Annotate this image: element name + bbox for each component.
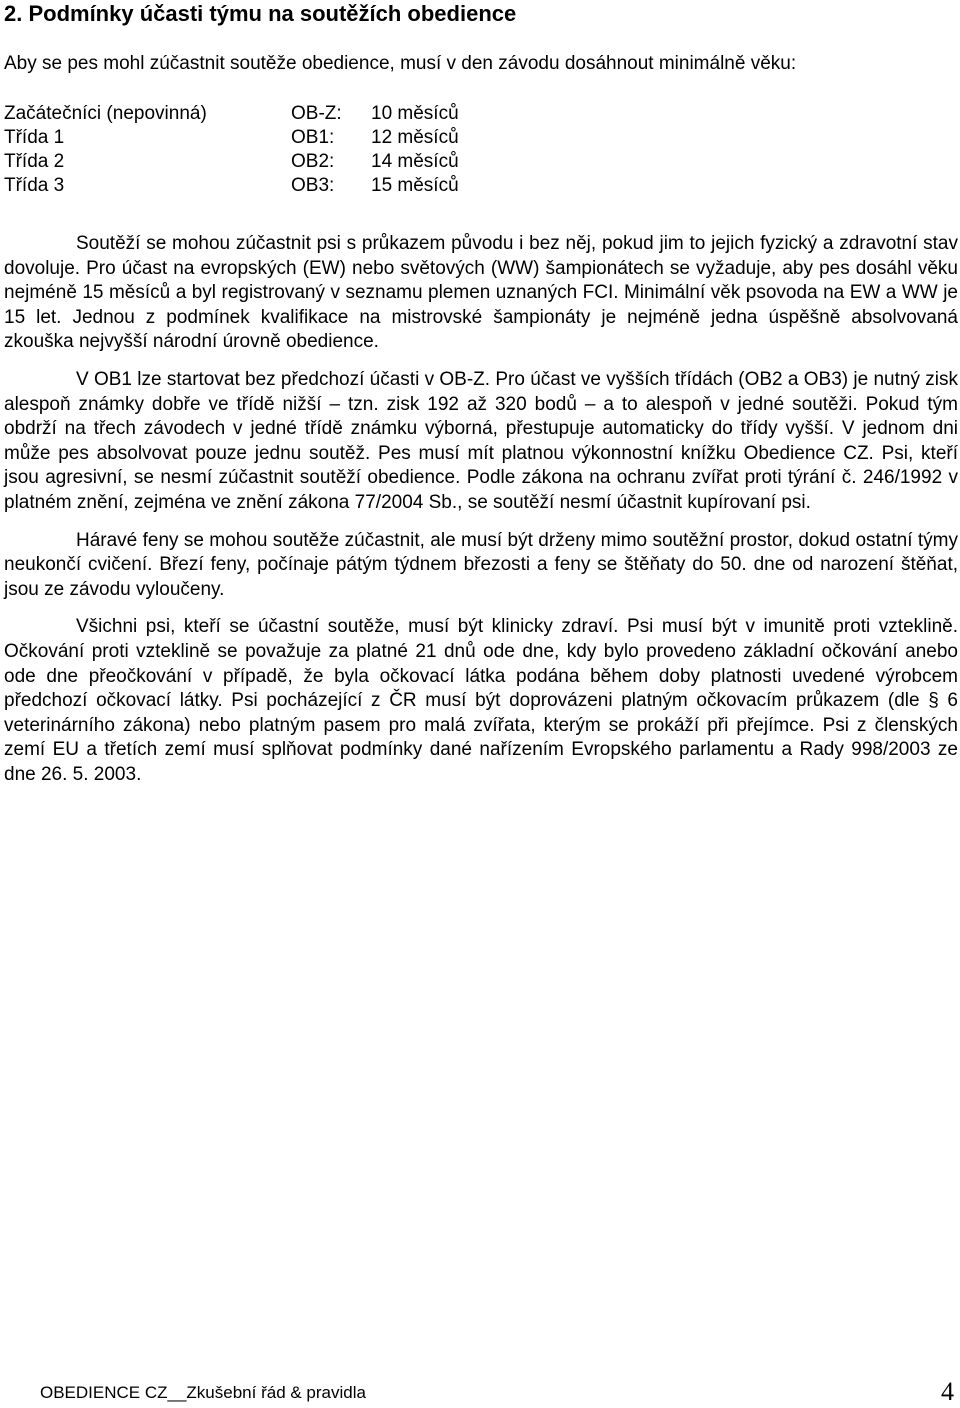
class-name: Třída 2 bbox=[4, 151, 65, 172]
class-name: Třída 1 bbox=[4, 127, 65, 148]
rules-body bbox=[4, 232, 958, 787]
class-code: OB2: bbox=[291, 151, 335, 172]
minimum-age: 14 měsíců bbox=[371, 151, 459, 172]
age-row bbox=[4, 150, 459, 174]
minimum-age: 10 měsíců bbox=[371, 103, 459, 124]
age-row bbox=[4, 102, 459, 126]
paragraph-health-vaccination: Všichni psi, kteří se účastní soutěže, musí být klinicky zdraví. Psi musí být v imunitě proti vzteklině. Očkování proti vzteklině se považuje za platné 21 dnů ode dne, kdy bylo provedeno základní očkování anebo ode dne přeočkování v případě, že byla očkovací látka podána během doby platnosti uvedené výrobcem předchozí očkovací látky. Psi pocházející z ČR musí být doprovázeni platným očkovacím průkazem (dle § 6 veterinárního zákona) nebo platným pasem pro malá zvířata, kterým se prokáží při přejímce. Psi z členských zemí EU a třetích zemí musí splňovat podmínky dané nařízením Evropského parlamentu a Rady 998/2003 ze dne 26. 5. 2003. bbox=[4, 616, 958, 785]
age-row bbox=[4, 126, 459, 150]
class-name: Začátečníci (nepovinná) bbox=[4, 103, 207, 124]
minimum-age: 12 měsíců bbox=[371, 127, 459, 148]
page-number: 4 bbox=[941, 1377, 954, 1406]
class-code: OB-Z: bbox=[291, 103, 342, 124]
class-name: Třída 3 bbox=[4, 175, 65, 196]
paragraph-females: Háravé feny se mohou soutěže zúčastnit, ale musí být drženy mimo soutěžní prostor, dokud ostatní týmy neukončí cvičení. Březí feny, počínaje pátým týdnem březosti a feny se štěňaty do 50. dne od narození štěňat, jsou ze závodu vyloučeny. bbox=[4, 529, 958, 600]
minimum-age-table bbox=[4, 102, 459, 198]
minimum-age: 15 měsíců bbox=[371, 175, 459, 196]
intro-text: Aby se pes mohl zúčastnit soutěže obedience, musí v den závodu dosáhnout minimálně věku: bbox=[4, 53, 797, 74]
paragraph-class-progression: V OB1 lze startovat bez předchozí účasti v OB-Z. Pro účast ve vyšších třídách (OB2 a OB3) je nutný zisk alespoň známky dobře ve třídě nižší – tzn. zisk 192 až 320 bodů – a to alespoň v jedné soutěži. Pokud tým obdrží na třech závodech v jedné třídě známku výborná, přestupuje automaticky do třídy vyšší. V jednom dni může pes absolvovat pouze jednu soutěž. Pes musí mít platnou výkonnostní knížku Obedience CZ. Psi, kteří jsou agresivní, se nesmí zúčastnit soutěží obedience. Podle zákona na ochranu zvířat proti týrání č. 246/1992 v platném znění, zejména ve znění zákona 77/2004 Sb., se soutěží nesmí účastnit kupírovaní psi. bbox=[4, 368, 958, 513]
section-title: 2. Podmínky účasti týmu na soutěžích obedience bbox=[4, 1, 517, 26]
footer-label: OBEDIENCE CZ__Zkušební řád & pravidla bbox=[40, 1383, 366, 1402]
paragraph-eligibility: Soutěží se mohou zúčastnit psi s průkazem původu i bez něj, pokud jim to jejich fyzický a zdravotní stav dovoluje. Pro účast na evropských (EW) nebo světových (WW) šampionátech se vyžaduje, aby pes dosáhl věku nejméně 15 měsíců a byl registrovaný v seznamu plemen uznaných FCI. Minimální věk psovoda na EW a WW je 15 let. Jednou z podmínek kvalifikace na mistrovské šampionáty je nejméně jedna úspěšně absolvovaná zkouška nejvyšší národní úrovně obedience. bbox=[4, 233, 958, 353]
class-code: OB1: bbox=[291, 127, 335, 148]
age-row bbox=[4, 174, 459, 198]
class-code: OB3: bbox=[291, 175, 335, 196]
